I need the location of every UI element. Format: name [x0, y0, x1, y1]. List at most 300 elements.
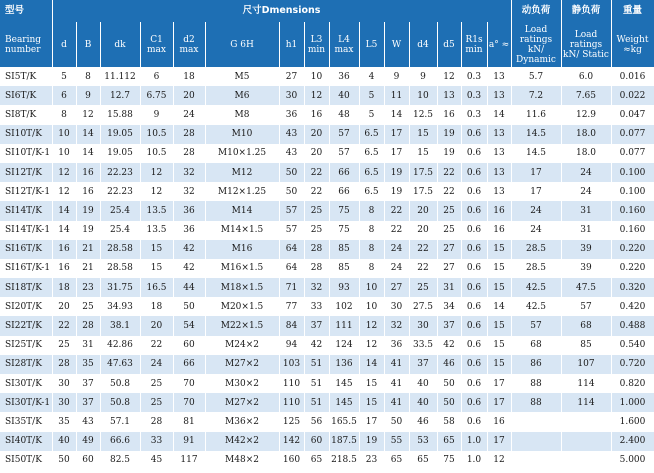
- cell-d2-max: 44: [173, 278, 205, 297]
- cell-h1: 43: [279, 125, 304, 144]
- column-header-b: B: [76, 22, 100, 67]
- cell-d: 50: [52, 451, 76, 470]
- cell-r1s-min: 0.6: [461, 163, 487, 182]
- cell-weight: 0.420: [611, 297, 654, 316]
- cell-w: 17: [384, 125, 409, 144]
- cell-dk: 42.86: [100, 336, 140, 355]
- cell-weight: 0.488: [611, 316, 654, 335]
- cell-dk: 66.6: [100, 432, 140, 451]
- cell-bearing-number: SI10T/K: [0, 125, 52, 144]
- cell-g-6h: M22×1.5: [205, 316, 279, 335]
- cell-h1: 43: [279, 144, 304, 163]
- cell-c1-max: 13.5: [140, 221, 173, 240]
- cell-d5: 13: [437, 86, 461, 105]
- cell-dk: 38.1: [100, 316, 140, 335]
- cell-d5: 27: [437, 240, 461, 259]
- cell-l5: 5: [359, 86, 384, 105]
- cell-load-dynamic: 28.5: [511, 240, 561, 259]
- cell-bearing-number: SI50T/K: [0, 451, 52, 470]
- cell-r1s-min: 0.6: [461, 182, 487, 201]
- cell-angle: 15: [487, 355, 511, 374]
- cell-d4: 20: [409, 221, 437, 240]
- cell-d: 35: [52, 412, 76, 431]
- cell-h1: 142: [279, 432, 304, 451]
- cell-l3-min: 42: [304, 336, 329, 355]
- cell-d5: 31: [437, 278, 461, 297]
- cell-dk: 12.7: [100, 86, 140, 105]
- cell-weight: 1.000: [611, 393, 654, 412]
- cell-weight: 0.047: [611, 105, 654, 124]
- cell-l3-min: 33: [304, 297, 329, 316]
- cell-d4: 46: [409, 412, 437, 431]
- cell-w: 41: [384, 374, 409, 393]
- cell-d: 20: [52, 297, 76, 316]
- cell-l5: 6.5: [359, 163, 384, 182]
- table-row: [0, 451, 654, 470]
- cell-b: 9: [76, 86, 100, 105]
- cell-l3-min: 25: [304, 201, 329, 220]
- cell-weight: 2.400: [611, 432, 654, 451]
- cell-l3-min: 56: [304, 412, 329, 431]
- cell-b: 12: [76, 105, 100, 124]
- table-row: [0, 432, 654, 451]
- cell-dk: 22.23: [100, 163, 140, 182]
- cell-w: 17: [384, 144, 409, 163]
- cell-d: 5: [52, 67, 76, 86]
- cell-l3-min: 22: [304, 163, 329, 182]
- cell-r1s-min: 0.3: [461, 67, 487, 86]
- cell-c1-max: 12: [140, 182, 173, 201]
- cell-angle: 13: [487, 163, 511, 182]
- cell-b: 16: [76, 182, 100, 201]
- cell-angle: 17: [487, 374, 511, 393]
- cell-w: 41: [384, 355, 409, 374]
- cell-d5: 75: [437, 451, 461, 470]
- cell-h1: 50: [279, 163, 304, 182]
- cell-d: 22: [52, 316, 76, 335]
- cell-l5: 23: [359, 451, 384, 470]
- cell-d5: 50: [437, 374, 461, 393]
- cell-angle: 15: [487, 240, 511, 259]
- cell-h1: 125: [279, 412, 304, 431]
- cell-d2-max: 36: [173, 221, 205, 240]
- cell-d4: 33.5: [409, 336, 437, 355]
- cell-weight: 0.220: [611, 240, 654, 259]
- cell-load-dynamic: 42.5: [511, 278, 561, 297]
- cell-bearing-number: SI18T/K: [0, 278, 52, 297]
- cell-w: 50: [384, 412, 409, 431]
- cell-c1-max: 28: [140, 412, 173, 431]
- cell-load-dynamic: 24: [511, 221, 561, 240]
- cell-l3-min: 51: [304, 393, 329, 412]
- column-header-c1-max: C1 max: [140, 22, 173, 67]
- cell-b: 21: [76, 240, 100, 259]
- column-header-dk: dk: [100, 22, 140, 67]
- cell-l3-min: 60: [304, 432, 329, 451]
- cell-weight: 0.320: [611, 278, 654, 297]
- cell-r1s-min: 1.0: [461, 451, 487, 470]
- cell-d2-max: 18: [173, 67, 205, 86]
- cell-d5: 27: [437, 259, 461, 278]
- cell-d: 28: [52, 355, 76, 374]
- cell-l5: 15: [359, 374, 384, 393]
- cell-h1: 36: [279, 105, 304, 124]
- cell-r1s-min: 0.6: [461, 336, 487, 355]
- cell-b: 21: [76, 259, 100, 278]
- cell-l5: 4: [359, 67, 384, 86]
- cell-h1: 71: [279, 278, 304, 297]
- cell-c1-max: 33: [140, 432, 173, 451]
- cell-b: 19: [76, 221, 100, 240]
- cell-angle: 16: [487, 221, 511, 240]
- cell-bearing-number: SI8T/K: [0, 105, 52, 124]
- cell-bearing-number: SI16T/K: [0, 240, 52, 259]
- table-row: [0, 259, 654, 278]
- cell-b: 8: [76, 67, 100, 86]
- cell-g-6h: M16×1.5: [205, 259, 279, 278]
- cell-bearing-number: SI6T/K: [0, 86, 52, 105]
- cell-weight: 0.720: [611, 355, 654, 374]
- cell-d: 14: [52, 221, 76, 240]
- cell-load-static: 18.0: [561, 125, 611, 144]
- cell-load-dynamic: 17: [511, 163, 561, 182]
- table-row: [0, 125, 654, 144]
- cell-c1-max: 12: [140, 163, 173, 182]
- cell-dk: 19.05: [100, 125, 140, 144]
- cell-w: 22: [384, 221, 409, 240]
- cell-l5: 6.5: [359, 182, 384, 201]
- cell-d4: 30: [409, 316, 437, 335]
- header-group-row: [0, 0, 654, 22]
- cell-b: 37: [76, 374, 100, 393]
- cell-l5: 8: [359, 240, 384, 259]
- cell-b: 60: [76, 451, 100, 470]
- table-row: [0, 336, 654, 355]
- table-row: [0, 67, 654, 86]
- cell-l4-max: 57: [329, 144, 359, 163]
- cell-dk: 28.58: [100, 240, 140, 259]
- cell-g-6h: M8: [205, 105, 279, 124]
- cell-bearing-number: SI25T/K: [0, 336, 52, 355]
- cell-d4: 17.5: [409, 182, 437, 201]
- cell-d4: 15: [409, 144, 437, 163]
- cell-load-dynamic: 88: [511, 374, 561, 393]
- cell-w: 24: [384, 259, 409, 278]
- cell-r1s-min: 0.3: [461, 86, 487, 105]
- cell-d: 16: [52, 240, 76, 259]
- cell-weight: 0.016: [611, 67, 654, 86]
- cell-load-static: 31: [561, 221, 611, 240]
- cell-load-static: [561, 432, 611, 451]
- cell-load-dynamic: [511, 451, 561, 470]
- cell-l4-max: 57: [329, 125, 359, 144]
- cell-d2-max: 28: [173, 144, 205, 163]
- cell-h1: 50: [279, 182, 304, 201]
- cell-load-dynamic: 17: [511, 182, 561, 201]
- table-row: [0, 240, 654, 259]
- column-header-h1: h1: [279, 22, 304, 67]
- cell-dk: 82.5: [100, 451, 140, 470]
- cell-dk: 50.8: [100, 393, 140, 412]
- cell-c1-max: 9: [140, 105, 173, 124]
- column-header-l4-max: L4 max: [329, 22, 359, 67]
- cell-d4: 53: [409, 432, 437, 451]
- cell-d2-max: 54: [173, 316, 205, 335]
- cell-g-6h: M14: [205, 201, 279, 220]
- cell-dk: 57.1: [100, 412, 140, 431]
- cell-d2-max: 20: [173, 86, 205, 105]
- cell-bearing-number: SI28T/K: [0, 355, 52, 374]
- cell-h1: 64: [279, 259, 304, 278]
- cell-l5: 6.5: [359, 125, 384, 144]
- cell-c1-max: 10.5: [140, 144, 173, 163]
- cell-r1s-min: 0.6: [461, 316, 487, 335]
- column-header-angle: a° ≈: [487, 22, 511, 67]
- table-row: [0, 374, 654, 393]
- cell-d: 16: [52, 259, 76, 278]
- cell-d4: 37: [409, 355, 437, 374]
- cell-c1-max: 15: [140, 240, 173, 259]
- cell-d2-max: 70: [173, 374, 205, 393]
- cell-bearing-number: SI35T/K: [0, 412, 52, 431]
- cell-d: 18: [52, 278, 76, 297]
- cell-l4-max: 187.5: [329, 432, 359, 451]
- cell-d4: 40: [409, 393, 437, 412]
- cell-r1s-min: 0.6: [461, 144, 487, 163]
- table-row: [0, 412, 654, 431]
- cell-weight: 0.540: [611, 336, 654, 355]
- cell-load-static: 24: [561, 182, 611, 201]
- cell-h1: 110: [279, 374, 304, 393]
- cell-l5: 10: [359, 278, 384, 297]
- cell-l3-min: 25: [304, 221, 329, 240]
- cell-angle: 17: [487, 393, 511, 412]
- table-row: [0, 297, 654, 316]
- cell-d2-max: 91: [173, 432, 205, 451]
- cell-load-dynamic: 42.5: [511, 297, 561, 316]
- cell-dk: 25.4: [100, 201, 140, 220]
- cell-l4-max: 136: [329, 355, 359, 374]
- cell-r1s-min: 0.6: [461, 393, 487, 412]
- cell-l5: 8: [359, 259, 384, 278]
- cell-dk: 15.88: [100, 105, 140, 124]
- cell-bearing-number: SI22T/K: [0, 316, 52, 335]
- cell-b: 19: [76, 201, 100, 220]
- cell-g-6h: M27×2: [205, 355, 279, 374]
- table-body: [0, 67, 654, 470]
- cell-weight: 5.000: [611, 451, 654, 470]
- cell-w: 55: [384, 432, 409, 451]
- cell-l3-min: 10: [304, 67, 329, 86]
- cell-angle: 13: [487, 144, 511, 163]
- cell-d4: 22: [409, 240, 437, 259]
- cell-d: 8: [52, 105, 76, 124]
- cell-d4: 12.5: [409, 105, 437, 124]
- cell-d2-max: 81: [173, 412, 205, 431]
- cell-l3-min: 22: [304, 182, 329, 201]
- cell-d5: 22: [437, 163, 461, 182]
- cell-angle: 15: [487, 259, 511, 278]
- cell-w: 19: [384, 163, 409, 182]
- cell-l5: 10: [359, 297, 384, 316]
- cell-g-6h: M30×2: [205, 374, 279, 393]
- cell-l5: 17: [359, 412, 384, 431]
- cell-d: 12: [52, 182, 76, 201]
- cell-l3-min: 51: [304, 374, 329, 393]
- cell-g-6h: M10: [205, 125, 279, 144]
- cell-w: 65: [384, 451, 409, 470]
- cell-l3-min: 32: [304, 278, 329, 297]
- column-header-d4: d4: [409, 22, 437, 67]
- group-header-model: 型号: [0, 0, 52, 22]
- cell-d5: 19: [437, 144, 461, 163]
- cell-d2-max: 36: [173, 201, 205, 220]
- cell-bearing-number: SI40T/K: [0, 432, 52, 451]
- table-row: [0, 221, 654, 240]
- cell-load-dynamic: 14.5: [511, 125, 561, 144]
- cell-angle: 16: [487, 412, 511, 431]
- cell-l3-min: 65: [304, 451, 329, 470]
- column-header-bearing-number: Bearing number: [0, 22, 52, 67]
- cell-h1: 27: [279, 67, 304, 86]
- cell-d4: 40: [409, 374, 437, 393]
- cell-d: 25: [52, 336, 76, 355]
- cell-d4: 27.5: [409, 297, 437, 316]
- cell-l4-max: 145: [329, 393, 359, 412]
- cell-weight: 0.160: [611, 221, 654, 240]
- group-header-dimensions: 尺寸Dmensions: [52, 0, 511, 22]
- cell-w: 11: [384, 86, 409, 105]
- cell-d2-max: 70: [173, 393, 205, 412]
- cell-load-static: 114: [561, 393, 611, 412]
- cell-load-dynamic: [511, 412, 561, 431]
- cell-weight: 0.820: [611, 374, 654, 393]
- cell-d4: 65: [409, 451, 437, 470]
- cell-load-dynamic: 68: [511, 336, 561, 355]
- cell-b: 16: [76, 163, 100, 182]
- cell-b: 14: [76, 125, 100, 144]
- cell-d5: 46: [437, 355, 461, 374]
- cell-g-6h: M5: [205, 67, 279, 86]
- group-header-weight: 重量: [611, 0, 654, 22]
- cell-d: 30: [52, 374, 76, 393]
- cell-load-static: 39: [561, 259, 611, 278]
- cell-d4: 22: [409, 259, 437, 278]
- group-header-dynamic-load: 动负荷: [511, 0, 561, 22]
- cell-d: 12: [52, 163, 76, 182]
- cell-d2-max: 50: [173, 297, 205, 316]
- cell-c1-max: 6: [140, 67, 173, 86]
- cell-l4-max: 40: [329, 86, 359, 105]
- cell-g-6h: M12: [205, 163, 279, 182]
- cell-d: 10: [52, 125, 76, 144]
- cell-d5: 25: [437, 221, 461, 240]
- cell-load-static: 68: [561, 316, 611, 335]
- cell-d5: 34: [437, 297, 461, 316]
- cell-d: 6: [52, 86, 76, 105]
- cell-load-dynamic: 7.2: [511, 86, 561, 105]
- cell-dk: 28.58: [100, 259, 140, 278]
- cell-c1-max: 13.5: [140, 201, 173, 220]
- cell-d2-max: 28: [173, 125, 205, 144]
- cell-w: 27: [384, 278, 409, 297]
- cell-d2-max: 66: [173, 355, 205, 374]
- cell-l5: 12: [359, 336, 384, 355]
- cell-h1: 57: [279, 221, 304, 240]
- cell-r1s-min: 0.6: [461, 355, 487, 374]
- cell-g-6h: M12×1.25: [205, 182, 279, 201]
- cell-b: 23: [76, 278, 100, 297]
- cell-d4: 17.5: [409, 163, 437, 182]
- cell-l5: 15: [359, 393, 384, 412]
- cell-r1s-min: 0.6: [461, 240, 487, 259]
- cell-g-6h: M24×2: [205, 336, 279, 355]
- cell-d2-max: 60: [173, 336, 205, 355]
- cell-g-6h: M36×2: [205, 412, 279, 431]
- cell-c1-max: 15: [140, 259, 173, 278]
- cell-l4-max: 48: [329, 105, 359, 124]
- table-row: [0, 393, 654, 412]
- cell-r1s-min: 0.6: [461, 221, 487, 240]
- cell-d: 30: [52, 393, 76, 412]
- cell-weight: 0.100: [611, 163, 654, 182]
- table-row: [0, 86, 654, 105]
- cell-b: 14: [76, 144, 100, 163]
- cell-load-static: 47.5: [561, 278, 611, 297]
- cell-angle: 17: [487, 432, 511, 451]
- cell-d2-max: 32: [173, 182, 205, 201]
- cell-bearing-number: SI14T/K: [0, 201, 52, 220]
- cell-w: 14: [384, 105, 409, 124]
- cell-d4: 10: [409, 86, 437, 105]
- cell-weight: 1.600: [611, 412, 654, 431]
- cell-load-static: 31: [561, 201, 611, 220]
- cell-c1-max: 6.75: [140, 86, 173, 105]
- cell-load-dynamic: 86: [511, 355, 561, 374]
- cell-dk: 22.23: [100, 182, 140, 201]
- cell-h1: 160: [279, 451, 304, 470]
- cell-load-dynamic: 5.7: [511, 67, 561, 86]
- cell-d4: 9: [409, 67, 437, 86]
- cell-b: 35: [76, 355, 100, 374]
- table-header: [0, 0, 654, 67]
- cell-h1: 94: [279, 336, 304, 355]
- cell-angle: 12: [487, 451, 511, 470]
- cell-l4-max: 66: [329, 182, 359, 201]
- cell-h1: 57: [279, 201, 304, 220]
- cell-d4: 20: [409, 201, 437, 220]
- cell-load-static: 39: [561, 240, 611, 259]
- cell-l3-min: 20: [304, 144, 329, 163]
- cell-w: 41: [384, 393, 409, 412]
- cell-angle: 13: [487, 182, 511, 201]
- cell-g-6h: M14×1.5: [205, 221, 279, 240]
- group-header-static-load: 静负荷: [561, 0, 611, 22]
- cell-dk: 34.93: [100, 297, 140, 316]
- cell-b: 49: [76, 432, 100, 451]
- cell-r1s-min: 0.6: [461, 278, 487, 297]
- cell-angle: 15: [487, 336, 511, 355]
- cell-load-static: [561, 412, 611, 431]
- column-header-l5: L5: [359, 22, 384, 67]
- cell-load-dynamic: 24: [511, 201, 561, 220]
- cell-w: 30: [384, 297, 409, 316]
- cell-g-6h: M10×1.25: [205, 144, 279, 163]
- cell-l4-max: 165.5: [329, 412, 359, 431]
- table-row: [0, 201, 654, 220]
- cell-load-dynamic: 14.5: [511, 144, 561, 163]
- cell-load-static: 18.0: [561, 144, 611, 163]
